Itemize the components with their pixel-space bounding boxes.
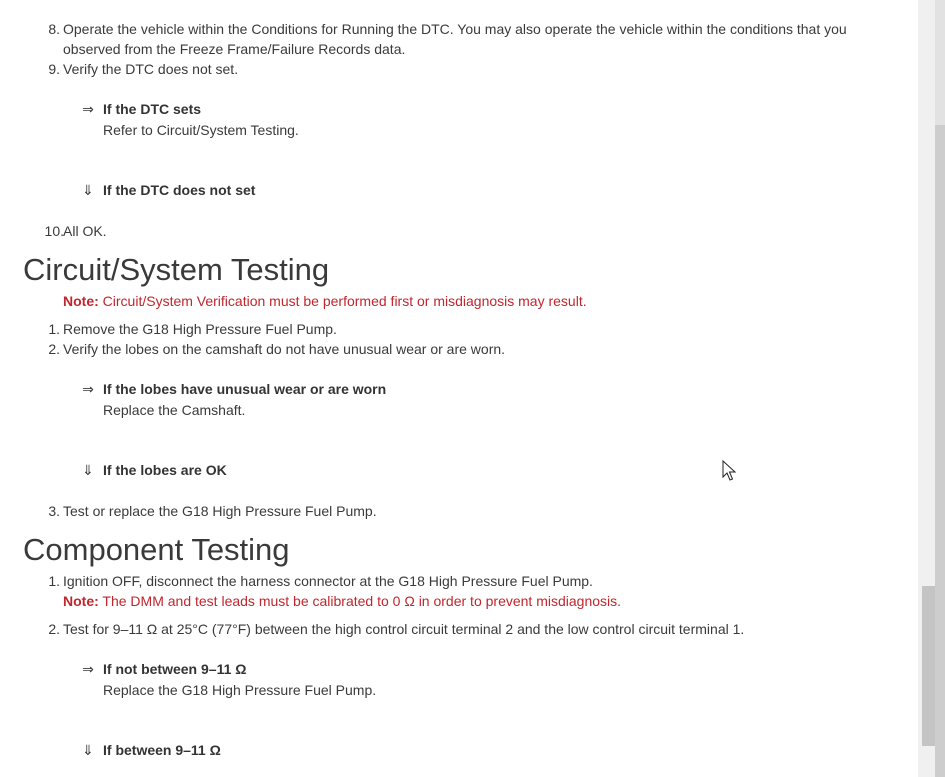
step-text: All OK.	[63, 223, 107, 239]
down-arrow-icon: ⇓	[82, 462, 94, 478]
step-number: 2.	[48, 341, 60, 357]
step-number: 1.	[48, 321, 60, 337]
step-number: 10.	[44, 223, 64, 239]
step-text: Test for 9–11 Ω at 25°C (77°F) between the high control circuit terminal 2 and the low control circuit terminal 1.	[63, 621, 745, 637]
section-heading-component-testing: Component Testing	[23, 532, 290, 567]
mouse-pointer-icon	[722, 460, 738, 482]
branch-condition: If the DTC does not set	[103, 182, 256, 198]
branch-condition: If the DTC sets	[103, 101, 202, 117]
step-text: Operate the vehicle within the Conditions for Running the DTC. You may also operate the vehicle within the conditions that you	[63, 21, 847, 37]
step-number: 2.	[48, 621, 60, 637]
section-heading-circuit-testing: Circuit/System Testing	[23, 252, 330, 287]
step-text: Test or replace the G18 High Pressure Fuel Pump.	[63, 503, 377, 519]
down-arrow-icon: ⇓	[82, 742, 94, 758]
right-arrow-icon: ⇒	[82, 381, 94, 397]
step-text: Ignition OFF, disconnect the harness connector at the G18 High Pressure Fuel Pump.	[63, 573, 593, 589]
branch-condition: If between 9–11 Ω	[103, 742, 221, 758]
step-text: Remove the G18 High Pressure Fuel Pump.	[63, 321, 337, 337]
right-arrow-icon: ⇒	[82, 661, 94, 677]
step-text-continued: observed from the Freeze Frame/Failure Records data.	[63, 41, 406, 57]
scrollbar-thumb[interactable]	[922, 586, 935, 746]
note-label: Note:	[63, 593, 99, 609]
scrollbar-thumb-outer[interactable]	[935, 125, 945, 777]
step-number: 1.	[48, 573, 60, 589]
branch-action: Replace the G18 High Pressure Fuel Pump.	[103, 682, 377, 698]
branch-condition: If the lobes are OK	[103, 462, 227, 478]
note-label: Note:	[63, 293, 99, 309]
branch-condition: If the lobes have unusual wear or are worn	[103, 381, 387, 397]
note	[63, 591, 621, 611]
step-text: Verify the lobes on the camshaft do not have unusual wear or are worn.	[63, 341, 506, 357]
step-number: 3.	[48, 503, 60, 519]
branch-condition: If not between 9–11 Ω	[103, 661, 247, 677]
note	[63, 291, 587, 311]
step-number: 9.	[48, 61, 60, 77]
right-arrow-icon: ⇒	[82, 101, 94, 117]
branch-action: Replace the Camshaft.	[103, 402, 246, 418]
note-text: The DMM and test leads must be calibrated to 0 Ω in order to prevent misdiagnosis.	[98, 593, 622, 609]
down-arrow-icon: ⇓	[82, 182, 94, 198]
branch-action: Refer to Circuit/System Testing.	[103, 122, 299, 138]
step-text: Verify the DTC does not set.	[63, 61, 239, 77]
note-text: Circuit/System Verification must be performed first or misdiagnosis may result.	[98, 293, 587, 309]
step-number: 8.	[48, 21, 60, 37]
